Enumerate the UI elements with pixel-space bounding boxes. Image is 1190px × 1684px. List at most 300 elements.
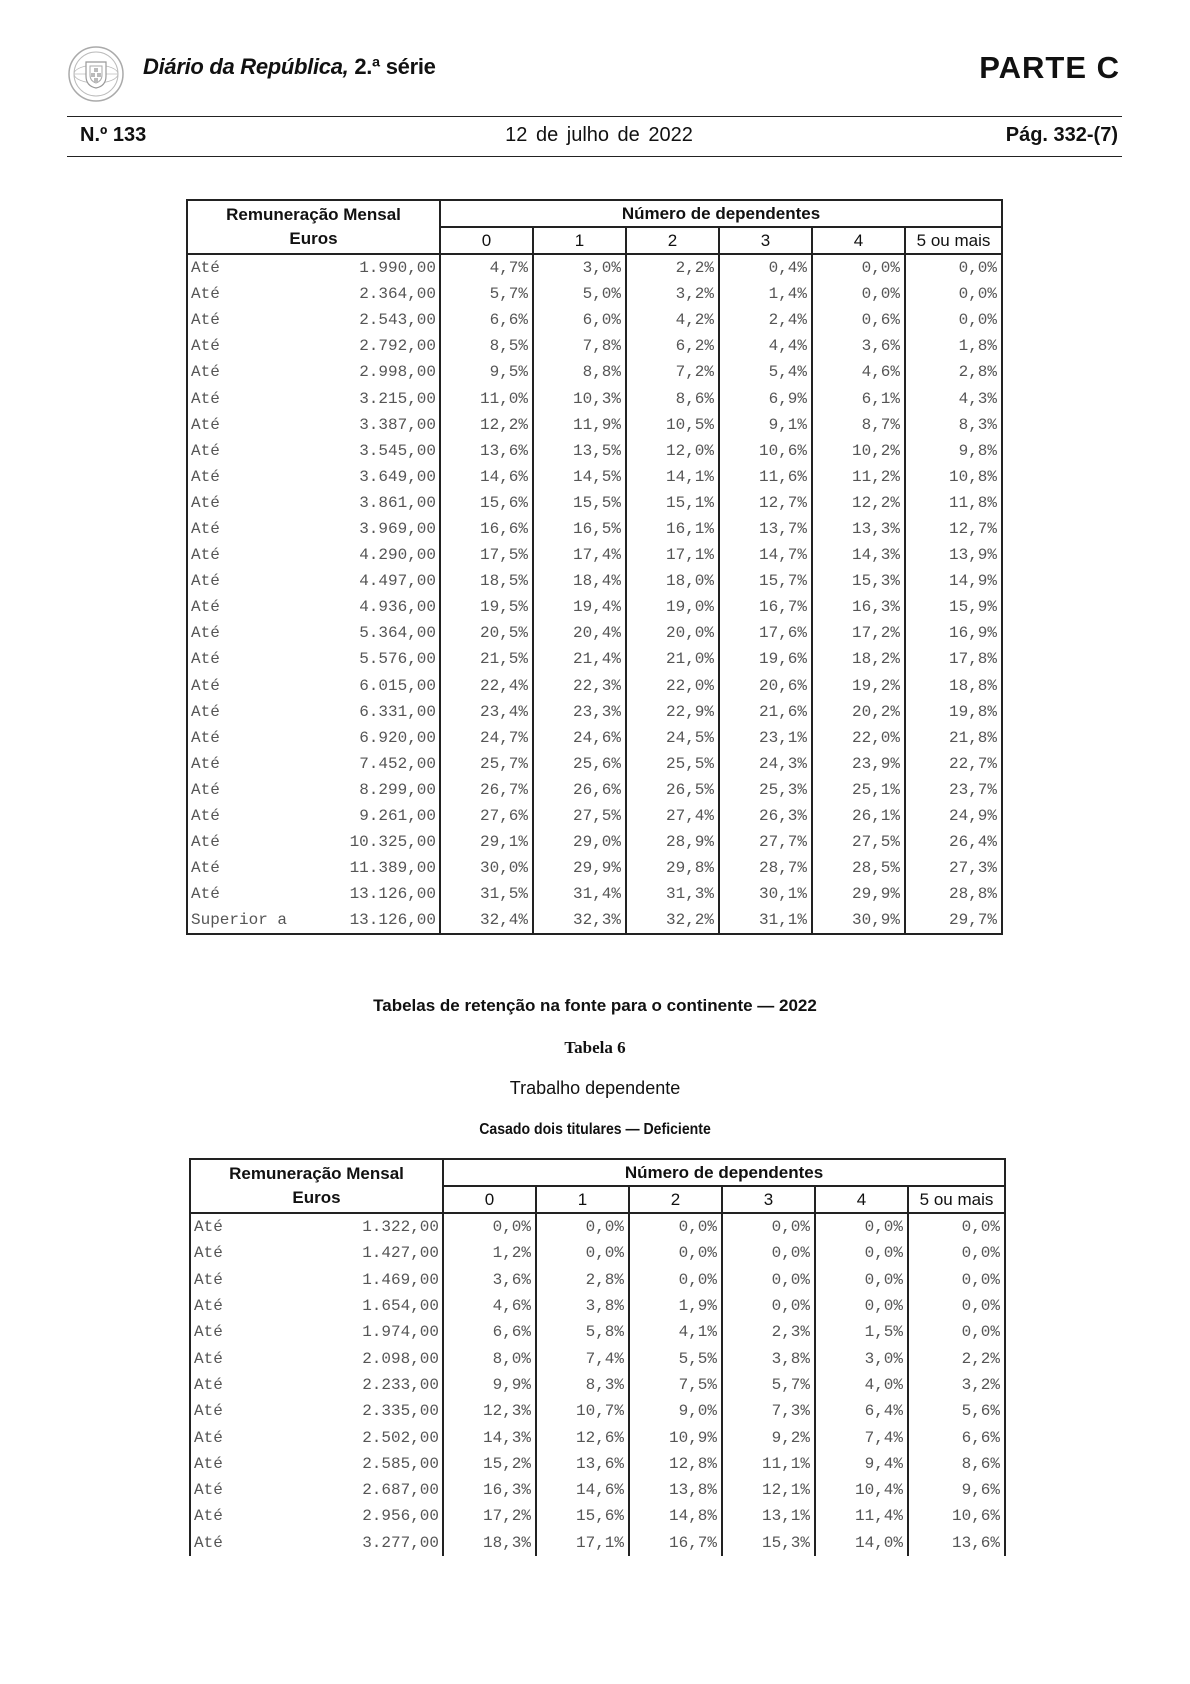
bracket-prefix: Até — [191, 754, 220, 773]
rate-cell: 7,8% — [533, 333, 626, 359]
bracket-prefix: Até — [194, 1507, 223, 1526]
bracket-prefix: Até — [191, 493, 220, 512]
income-bracket — [187, 254, 440, 281]
table-row — [187, 699, 1002, 725]
bracket-prefix: Até — [194, 1349, 223, 1368]
column-header: 1 — [536, 1186, 629, 1213]
rate-cell: 13,6% — [440, 438, 533, 464]
rate-cell: 17,2% — [812, 620, 905, 646]
table-row — [187, 881, 1002, 907]
rate-cell: 19,6% — [719, 646, 812, 672]
bracket-amount: 2.502,00 — [362, 1428, 439, 1447]
rate-cell: 4,7% — [440, 254, 533, 281]
table-category: Trabalho dependente — [509, 1078, 681, 1098]
rate-cell: 16,3% — [443, 1477, 536, 1503]
bracket-amount: 13.126,00 — [349, 885, 436, 904]
rate-cell: 19,5% — [440, 594, 533, 620]
income-bracket — [187, 673, 440, 699]
bracket-prefix: Até — [194, 1481, 223, 1500]
rate-cell: 0,0% — [908, 1240, 1005, 1266]
bracket-prefix: Até — [191, 546, 220, 565]
bracket-amount: 2.998,00 — [359, 363, 436, 382]
income-bracket — [187, 725, 440, 751]
rate-cell: 9,0% — [629, 1398, 722, 1424]
income-bracket — [190, 1267, 443, 1293]
bracket-amount: 6.920,00 — [359, 728, 436, 747]
income-bracket — [190, 1477, 443, 1503]
rate-cell: 10,6% — [719, 438, 812, 464]
rate-cell: 29,9% — [533, 855, 626, 881]
rate-cell: 0,0% — [536, 1213, 629, 1240]
table-row — [190, 1398, 1005, 1424]
rate-cell: 23,7% — [905, 777, 1002, 803]
income-bracket — [187, 359, 440, 385]
rate-cell: 26,1% — [812, 803, 905, 829]
bracket-prefix: Até — [191, 467, 220, 486]
rate-cell: 0,0% — [815, 1293, 908, 1319]
rate-cell: 6,0% — [533, 307, 626, 333]
rate-cell: 6,6% — [440, 307, 533, 333]
bracket-prefix: Até — [194, 1218, 223, 1237]
rate-cell: 30,9% — [812, 907, 905, 934]
rate-cell: 3,8% — [536, 1293, 629, 1319]
rate-cell: 0,0% — [629, 1240, 722, 1266]
table-row — [190, 1477, 1005, 1503]
rate-cell: 18,5% — [440, 568, 533, 594]
rate-cell: 15,1% — [626, 490, 719, 516]
rate-cell: 12,2% — [440, 412, 533, 438]
rate-cell: 30,1% — [719, 881, 812, 907]
rate-cell: 32,2% — [626, 907, 719, 934]
rate-cell: 6,9% — [719, 385, 812, 411]
income-bracket — [187, 907, 440, 934]
table-row — [187, 673, 1002, 699]
bracket-amount: 10.325,00 — [349, 833, 436, 852]
income-bracket — [187, 307, 440, 333]
table-row — [190, 1372, 1005, 1398]
rate-cell: 8,5% — [440, 333, 533, 359]
table-row — [187, 254, 1002, 281]
table-row — [187, 829, 1002, 855]
rate-cell: 2,8% — [905, 359, 1002, 385]
rate-cell: 5,5% — [629, 1345, 722, 1371]
rate-cell: 9,2% — [722, 1424, 815, 1450]
rate-cell: 16,7% — [629, 1530, 722, 1556]
table-row — [187, 385, 1002, 411]
rate-cell: 3,2% — [626, 281, 719, 307]
rate-cell: 16,9% — [905, 620, 1002, 646]
bracket-prefix: Até — [191, 572, 220, 591]
income-bracket — [190, 1240, 443, 1266]
rate-cell: 1,4% — [719, 281, 812, 307]
bracket-prefix: Até — [191, 363, 220, 382]
rate-cell: 17,6% — [719, 620, 812, 646]
bracket-amount: 4.290,00 — [359, 546, 436, 565]
coat-of-arms-icon — [67, 45, 125, 103]
bracket-amount: 4.497,00 — [359, 572, 436, 591]
table-row — [187, 359, 1002, 385]
rate-cell: 20,0% — [626, 620, 719, 646]
bracket-amount: 2.335,00 — [362, 1402, 439, 1421]
rate-cell: 9,4% — [815, 1451, 908, 1477]
rate-cell: 18,0% — [626, 568, 719, 594]
rate-cell: 27,7% — [719, 829, 812, 855]
rate-cell: 6,2% — [626, 333, 719, 359]
income-bracket — [187, 568, 440, 594]
rate-cell: 11,1% — [722, 1451, 815, 1477]
rate-cell: 26,6% — [533, 777, 626, 803]
rate-cell: 0,0% — [536, 1240, 629, 1266]
header-remuneracao — [190, 1159, 443, 1213]
rate-cell: 18,2% — [812, 646, 905, 672]
bracket-amount: 3.387,00 — [359, 415, 436, 434]
rate-cell: 15,6% — [440, 490, 533, 516]
section-title: Tabelas de retenção na fonte para o continente — 2022 — [373, 996, 817, 1015]
bracket-amount: 5.364,00 — [359, 624, 436, 643]
rate-cell: 2,4% — [719, 307, 812, 333]
income-bracket — [190, 1503, 443, 1529]
rate-cell: 19,8% — [905, 699, 1002, 725]
rate-cell: 2,3% — [722, 1319, 815, 1345]
rate-cell: 0,0% — [908, 1213, 1005, 1240]
rate-cell: 21,5% — [440, 646, 533, 672]
rate-cell: 7,3% — [722, 1398, 815, 1424]
table-row — [190, 1267, 1005, 1293]
rate-cell: 19,0% — [626, 594, 719, 620]
rate-cell: 10,7% — [536, 1398, 629, 1424]
table-label: Tabela 6 — [564, 1038, 626, 1057]
rate-cell: 0,0% — [815, 1213, 908, 1240]
income-bracket — [190, 1451, 443, 1477]
rate-cell: 16,5% — [533, 516, 626, 542]
bracket-prefix: Até — [194, 1454, 223, 1473]
bracket-prefix: Até — [191, 337, 220, 356]
bracket-amount: 2.956,00 — [362, 1507, 439, 1526]
rate-cell: 25,1% — [812, 777, 905, 803]
rate-cell: 14,9% — [905, 568, 1002, 594]
bracket-prefix: Até — [194, 1428, 223, 1447]
rate-cell: 6,1% — [812, 385, 905, 411]
rate-cell: 0,0% — [905, 281, 1002, 307]
rate-cell: 22,0% — [626, 673, 719, 699]
income-bracket — [187, 699, 440, 725]
rate-cell: 0,0% — [629, 1213, 722, 1240]
bracket-amount: 2.585,00 — [362, 1454, 439, 1473]
rate-cell: 29,8% — [626, 855, 719, 881]
rate-cell: 23,9% — [812, 751, 905, 777]
rate-cell: 0,0% — [443, 1213, 536, 1240]
bracket-prefix: Até — [194, 1297, 223, 1316]
rate-cell: 5,7% — [440, 281, 533, 307]
rate-cell: 27,3% — [905, 855, 1002, 881]
bracket-prefix: Até — [191, 311, 220, 330]
bracket-amount: 1.322,00 — [362, 1218, 439, 1237]
rate-cell: 27,5% — [812, 829, 905, 855]
bracket-amount: 6.015,00 — [359, 676, 436, 695]
income-bracket — [187, 333, 440, 359]
rate-cell: 22,7% — [905, 751, 1002, 777]
bracket-prefix: Até — [194, 1375, 223, 1394]
rate-cell: 4,2% — [626, 307, 719, 333]
rate-cell: 24,6% — [533, 725, 626, 751]
rate-cell: 20,4% — [533, 620, 626, 646]
rate-cell: 22,4% — [440, 673, 533, 699]
rate-cell: 32,4% — [440, 907, 533, 934]
rate-cell: 31,3% — [626, 881, 719, 907]
rate-cell: 9,8% — [905, 438, 1002, 464]
column-header: 5 ou mais — [905, 227, 1002, 254]
header-euros-label: Euros — [292, 1188, 341, 1207]
rate-cell: 10,2% — [812, 438, 905, 464]
rate-cell: 28,5% — [812, 855, 905, 881]
bracket-amount: 2.233,00 — [362, 1375, 439, 1394]
table-row — [187, 855, 1002, 881]
table-row — [190, 1451, 1005, 1477]
journal-title — [143, 54, 436, 80]
rate-cell: 13,6% — [536, 1451, 629, 1477]
table-row — [187, 777, 1002, 803]
rate-cell: 2,2% — [626, 254, 719, 281]
rate-cell: 29,7% — [905, 907, 1002, 934]
rate-cell: 17,4% — [533, 542, 626, 568]
rate-cell: 24,3% — [719, 751, 812, 777]
rate-cell: 2,8% — [536, 1267, 629, 1293]
rate-cell: 4,1% — [629, 1319, 722, 1345]
table-row — [187, 333, 1002, 359]
rate-cell: 0,0% — [908, 1293, 1005, 1319]
rate-cell: 31,4% — [533, 881, 626, 907]
table-row — [190, 1213, 1005, 1240]
income-bracket — [187, 412, 440, 438]
rate-cell: 12,7% — [905, 516, 1002, 542]
income-bracket — [187, 829, 440, 855]
bracket-amount: 1.654,00 — [362, 1297, 439, 1316]
column-header: 4 — [815, 1186, 908, 1213]
rate-cell: 25,6% — [533, 751, 626, 777]
issue-info-row — [80, 124, 1118, 150]
income-bracket — [187, 594, 440, 620]
column-header: 5 ou mais — [908, 1186, 1005, 1213]
bracket-prefix: Até — [191, 780, 220, 799]
bracket-prefix: Até — [191, 676, 220, 695]
header-remuneracao-label: Remuneração Mensal — [229, 1164, 404, 1183]
rate-cell: 12,6% — [536, 1424, 629, 1450]
bracket-prefix: Até — [191, 285, 220, 304]
part-label: PARTE C — [979, 50, 1120, 85]
table-row — [190, 1293, 1005, 1319]
bracket-prefix: Até — [194, 1533, 223, 1552]
table-row — [187, 803, 1002, 829]
column-header: 2 — [626, 227, 719, 254]
income-bracket — [190, 1372, 443, 1398]
income-bracket — [187, 620, 440, 646]
bracket-prefix: Até — [191, 519, 220, 538]
bracket-amount: 2.364,00 — [359, 285, 436, 304]
journal-name: Diário da República, — [143, 54, 349, 79]
rate-cell: 16,7% — [719, 594, 812, 620]
rate-cell: 17,1% — [536, 1530, 629, 1556]
bracket-amount: 3.545,00 — [359, 441, 436, 460]
table-row — [187, 281, 1002, 307]
issue-date: 12 de julho de 2022 — [505, 124, 693, 146]
column-header: 4 — [812, 227, 905, 254]
column-header: 1 — [533, 227, 626, 254]
rate-cell: 14,3% — [812, 542, 905, 568]
table-row — [187, 620, 1002, 646]
rate-cell: 11,2% — [812, 464, 905, 490]
rate-cell: 14,6% — [536, 1477, 629, 1503]
bracket-prefix: Até — [194, 1402, 223, 1421]
rate-cell: 11,6% — [719, 464, 812, 490]
bracket-amount: 2.687,00 — [362, 1481, 439, 1500]
rate-cell: 0,6% — [812, 307, 905, 333]
rate-cell: 2,2% — [908, 1345, 1005, 1371]
rate-cell: 16,1% — [626, 516, 719, 542]
rate-cell: 31,5% — [440, 881, 533, 907]
rate-cell: 0,0% — [722, 1213, 815, 1240]
income-bracket — [190, 1213, 443, 1240]
rate-cell: 5,0% — [533, 281, 626, 307]
bracket-amount: 9.261,00 — [359, 807, 436, 826]
column-header: 2 — [629, 1186, 722, 1213]
rate-cell: 8,0% — [443, 1345, 536, 1371]
rate-cell: 16,3% — [812, 594, 905, 620]
rate-cell: 12,3% — [443, 1398, 536, 1424]
bracket-amount: 8.299,00 — [359, 780, 436, 799]
rate-cell: 13,1% — [722, 1503, 815, 1529]
rate-cell: 13,7% — [719, 516, 812, 542]
rate-cell: 28,9% — [626, 829, 719, 855]
rate-cell: 18,3% — [443, 1530, 536, 1556]
header-remuneracao — [187, 200, 440, 254]
bracket-prefix: Até — [191, 807, 220, 826]
table-row — [187, 438, 1002, 464]
rate-cell: 9,1% — [719, 412, 812, 438]
rate-cell: 3,6% — [443, 1267, 536, 1293]
rate-cell: 17,1% — [626, 542, 719, 568]
rate-cell: 18,4% — [533, 568, 626, 594]
rate-cell: 15,7% — [719, 568, 812, 594]
rate-cell: 10,8% — [905, 464, 1002, 490]
bracket-amount: 1.469,00 — [362, 1270, 439, 1289]
bracket-amount: 1.427,00 — [362, 1244, 439, 1263]
rate-cell: 10,3% — [533, 385, 626, 411]
rate-cell: 0,0% — [722, 1293, 815, 1319]
bracket-prefix: Até — [191, 415, 220, 434]
rate-cell: 7,2% — [626, 359, 719, 385]
table-subcategory: Casado dois titulares — Deficiente — [479, 1121, 711, 1138]
rate-cell: 14,6% — [440, 464, 533, 490]
table-row — [187, 542, 1002, 568]
rate-cell: 29,9% — [812, 881, 905, 907]
bracket-prefix: Até — [191, 650, 220, 669]
rate-cell: 5,7% — [722, 1372, 815, 1398]
rate-cell: 24,9% — [905, 803, 1002, 829]
rate-cell: 11,9% — [533, 412, 626, 438]
rate-cell: 7,5% — [629, 1372, 722, 1398]
rate-cell: 17,2% — [443, 1503, 536, 1529]
bracket-amount: 1.990,00 — [359, 259, 436, 278]
rate-cell: 25,5% — [626, 751, 719, 777]
table-row — [187, 412, 1002, 438]
rate-cell: 22,9% — [626, 699, 719, 725]
rate-cell: 8,3% — [905, 412, 1002, 438]
rate-cell: 28,7% — [719, 855, 812, 881]
table-row — [187, 307, 1002, 333]
rate-cell: 22,0% — [812, 725, 905, 751]
bracket-amount: 2.543,00 — [359, 311, 436, 330]
rate-cell: 8,7% — [812, 412, 905, 438]
bracket-amount: 6.331,00 — [359, 702, 436, 721]
header-dependentes: Número de dependentes — [440, 200, 1002, 227]
page-number: Pág. 332-(7) — [1005, 124, 1118, 146]
header-divider-top — [67, 116, 1122, 117]
bracket-prefix: Até — [191, 598, 220, 617]
rate-cell: 16,6% — [440, 516, 533, 542]
income-bracket — [187, 646, 440, 672]
income-bracket — [190, 1319, 443, 1345]
bracket-amount: 3.861,00 — [359, 493, 436, 512]
table-row — [190, 1345, 1005, 1371]
rate-cell: 20,5% — [440, 620, 533, 646]
rate-cell: 25,7% — [440, 751, 533, 777]
rate-cell: 19,4% — [533, 594, 626, 620]
income-bracket — [187, 855, 440, 881]
rate-cell: 1,5% — [815, 1319, 908, 1345]
issue-number: N.º 133 — [80, 124, 147, 146]
rate-cell: 29,1% — [440, 829, 533, 855]
rate-cell: 6,6% — [908, 1424, 1005, 1450]
rate-cell: 14,0% — [815, 1530, 908, 1556]
rate-cell: 7,4% — [815, 1424, 908, 1450]
bracket-amount: 1.974,00 — [362, 1323, 439, 1342]
rate-cell: 17,5% — [440, 542, 533, 568]
income-bracket — [187, 490, 440, 516]
bracket-amount: 4.936,00 — [359, 598, 436, 617]
income-bracket — [187, 542, 440, 568]
column-header: 3 — [722, 1186, 815, 1213]
rate-cell: 1,2% — [443, 1240, 536, 1266]
rate-cell: 13,3% — [812, 516, 905, 542]
rate-cell: 1,8% — [905, 333, 1002, 359]
rate-cell: 0,0% — [812, 254, 905, 281]
bracket-amount: 3.277,00 — [362, 1533, 439, 1552]
rate-cell: 5,6% — [908, 1398, 1005, 1424]
bracket-amount: 3.649,00 — [359, 467, 436, 486]
table-row — [187, 490, 1002, 516]
rate-cell: 23,3% — [533, 699, 626, 725]
rate-cell: 0,0% — [815, 1267, 908, 1293]
table-row — [187, 516, 1002, 542]
income-bracket — [187, 281, 440, 307]
rate-cell: 0,0% — [905, 254, 1002, 281]
table-row — [190, 1240, 1005, 1266]
bracket-prefix: Até — [191, 833, 220, 852]
bracket-amount: 11.389,00 — [349, 859, 436, 878]
rate-cell: 26,7% — [440, 777, 533, 803]
rate-cell: 24,7% — [440, 725, 533, 751]
rate-cell: 4,0% — [815, 1372, 908, 1398]
bracket-prefix: Até — [194, 1244, 223, 1263]
rate-cell: 17,8% — [905, 646, 1002, 672]
rate-cell: 27,4% — [626, 803, 719, 829]
bracket-amount: 5.576,00 — [359, 650, 436, 669]
rate-cell: 8,8% — [533, 359, 626, 385]
rate-cell: 21,0% — [626, 646, 719, 672]
income-bracket — [187, 438, 440, 464]
bracket-amount: 3.215,00 — [359, 389, 436, 408]
income-bracket — [190, 1345, 443, 1371]
